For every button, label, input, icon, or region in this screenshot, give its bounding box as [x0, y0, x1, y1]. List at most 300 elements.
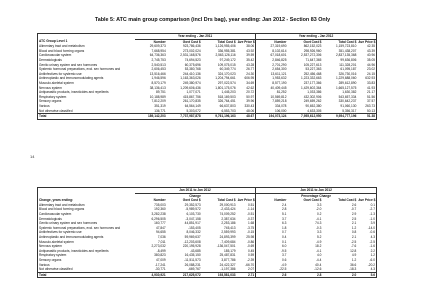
column-header: Number	[153, 198, 166, 203]
column-header: Ave Price $	[237, 198, 255, 203]
table-cell: -4.1	[315, 216, 322, 221]
table-cell: 237,177,366	[303, 80, 322, 85]
table-cell: 2,837,135,368	[335, 53, 357, 58]
table-cell: 2.9	[351, 211, 357, 216]
change-table	[37, 187, 377, 278]
total-cell: 2.8	[287, 272, 322, 278]
table-cell: 2,537,272,306	[301, 53, 322, 58]
table-cell: 3,877,786	[221, 257, 236, 262]
table-cell: 330.43	[244, 103, 255, 108]
table-cell: 324,170,023	[217, 71, 236, 76]
atc-group-label: Respiratory system	[39, 94, 67, 99]
table-cell: 2,654,300	[256, 67, 288, 72]
table-cell: 16,435,150	[184, 253, 201, 258]
table-cell: 263.73	[365, 103, 375, 108]
table-cell: 2,745,753	[151, 57, 166, 62]
atc-group-label: Cardiovascular system	[39, 211, 72, 216]
table-cell: -9.5	[256, 249, 288, 254]
table-cell: 40,409,445	[256, 86, 288, 91]
atc-group-label: Antineoplastic and immunomodulating agents	[39, 76, 104, 81]
table-cell: -1.14	[246, 207, 255, 212]
table-cell: 2.1	[351, 234, 357, 239]
table-cell: 4.3	[370, 234, 375, 239]
table-cell: -4.1	[315, 248, 322, 253]
table-cell: 2.6	[351, 202, 357, 207]
table-cell: -6.0	[369, 257, 375, 262]
table-cell: 24.15	[367, 71, 375, 76]
table-cell: 43.92	[246, 48, 255, 53]
table-cell: 2,701,290	[256, 63, 288, 68]
table-cell: 13,516,466	[149, 71, 166, 76]
table-cell: 74,009,252	[219, 211, 236, 216]
column-header: Ave Price $	[237, 39, 255, 44]
table-cell: 2.4	[256, 203, 288, 208]
table-cell: 59,969,637	[184, 234, 201, 239]
atc-group-label: Sensory organs	[39, 99, 62, 104]
table-cell: 4.3	[370, 267, 375, 272]
table-cell: 26.77	[246, 67, 255, 72]
table-cell: 39.59	[246, 53, 255, 58]
table-cell: 38,136,413	[149, 85, 166, 90]
column-header: Total Cost $	[217, 198, 236, 203]
table-cell: 0.4	[256, 235, 288, 240]
atc-group-label: Dermatologicals	[39, 216, 62, 221]
column-header: ATC Group Level 1	[39, 39, 68, 44]
table-cell: 1.68	[247, 221, 255, 226]
table-cell: -0.15	[246, 230, 255, 235]
table-cell: -1.3	[369, 211, 375, 216]
table-cell: 60,349,774	[219, 67, 236, 72]
table-cell: 351,438,207	[338, 48, 357, 53]
total-cell: 2.0	[322, 272, 357, 278]
atc-group-label: Antiinfectives for systemic use	[39, 230, 82, 235]
table-cell: 44.96	[367, 62, 375, 67]
atc-group-label: Systemic hormonal preparations, excl. sex hormones and	[39, 67, 121, 72]
page-title: Table 5: ATC main group comparison (incl Drs bag), year ending: Jan 2012 - Section 83 Only	[94, 17, 331, 23]
atc-group-label: Nervous system	[39, 85, 62, 90]
table-cell: 2,606,453	[151, 67, 166, 72]
table-cell: 7,011	[157, 239, 166, 244]
table-cell: 53,380,768	[184, 67, 201, 72]
table-cell: 735,003	[154, 202, 166, 207]
table-cell: -8,499	[156, 248, 166, 253]
table-cell: 336,955,381	[217, 48, 236, 53]
table-cell: 34.69	[246, 80, 255, 85]
table-cell: 1,801,175,076	[215, 85, 236, 90]
table-cell: 289,612,890	[338, 80, 357, 85]
table-cell: 1.8	[256, 226, 288, 231]
table-cell: 249,380,974	[182, 80, 201, 85]
table-cell: -1.6	[369, 244, 375, 249]
table-cell: -4.4	[315, 257, 322, 262]
table-cell: 60,375,696	[184, 62, 201, 67]
table-cell: 99,636,806	[340, 57, 357, 62]
atc-group-label: Dermatologicals	[39, 57, 62, 62]
atc-group-label: Genito urinary system and sex hormones	[39, 221, 98, 226]
atc-group-label: Alimentary tract and metabolism	[39, 202, 85, 207]
table-cell: 518,169,503	[217, 94, 236, 99]
total-cell: 194,073,124	[256, 114, 288, 120]
table-cell: -3,047,158	[185, 216, 201, 221]
column-header: Number	[153, 39, 166, 44]
atc-group-label: Cardiovascular system	[39, 53, 72, 58]
table-cell: 35.05	[367, 57, 375, 62]
table-cell: 42.35	[367, 44, 375, 49]
table-cell: -136,047,501	[216, 244, 236, 249]
total-row	[38, 114, 377, 120]
table-cell: 185,179	[224, 248, 236, 253]
table-cell: 136,771	[154, 108, 166, 113]
table-cell: 53,227,363	[305, 67, 322, 72]
table-cell: -0.69	[246, 244, 255, 249]
total-cell: 2.6	[256, 272, 288, 278]
table-cell: 0.51	[247, 202, 255, 207]
column-header: Ave Price $	[358, 198, 376, 203]
table-cell: 1,163,363,026	[180, 76, 201, 81]
atc-group-label: Various	[39, 262, 50, 267]
table-cell: -0.37	[246, 216, 255, 221]
table-cell: 192,360	[154, 207, 166, 212]
atc-group-label: Nervous system	[39, 244, 62, 249]
period-group-header: Jan 2011 to Jan 2012	[256, 188, 377, 194]
column-header: Number	[256, 198, 288, 203]
table-cell: 44,851,917	[184, 221, 201, 226]
table-cell: -43,685	[189, 248, 201, 253]
table-cell: 326,764,451	[217, 99, 236, 104]
column-header: Govt Cost $	[303, 198, 322, 203]
total-cell: 7,737,987,878	[167, 114, 202, 120]
table-cell: 7,812,209	[151, 99, 166, 104]
table-cell: -2.39	[246, 257, 255, 262]
table-cell: 47,847	[155, 225, 166, 230]
table-cell: 39.96	[246, 99, 255, 104]
atc-group-label: Not otherwise classified	[39, 267, 73, 272]
table-cell: 5.2	[316, 234, 322, 239]
table-cell: 41.93	[367, 85, 375, 90]
table-cell: 33.83	[367, 80, 375, 85]
table-cell: 97,249,172	[219, 57, 236, 62]
table-cell: 7,859,218	[256, 99, 288, 104]
atc-group-label: Genito urinary system and sex hormones	[39, 62, 98, 67]
table-cell: -22.5	[256, 267, 288, 272]
table-cell: 0.2	[316, 211, 322, 216]
table-cell: 12.8	[350, 248, 357, 253]
table-cell: -14.0	[367, 225, 375, 230]
atc-group-label: Blood and blood forming organs	[39, 207, 85, 212]
table-cell: -7,409,684	[220, 239, 236, 244]
table-cell: -5,989,572	[185, 207, 201, 212]
period-group-header: Year ending - Jan 2012	[256, 34, 377, 40]
table-cell: 1,630,382	[342, 90, 357, 95]
table-cell: 7,668,954	[151, 48, 166, 53]
table-cell: 0.6	[256, 258, 288, 263]
table-cell: 330,642,237	[338, 99, 357, 104]
table-cell: 0.1	[256, 240, 288, 245]
table-cell: 27,319,690	[256, 44, 288, 49]
table-cell: 4,633,305	[307, 108, 322, 113]
table-cell: -669,767	[188, 267, 201, 272]
column-header: Change, years ending:	[39, 198, 74, 203]
page-number: 14	[30, 154, 35, 159]
period-group-header: Year ending - Jan 2011	[135, 34, 256, 40]
table-cell: 252,456,468	[303, 71, 322, 76]
change-type-header: Change	[189, 193, 201, 198]
table-cell: 1.2	[351, 257, 357, 262]
table-cell: 23.02	[367, 67, 375, 72]
table-cell: 3,282,238	[151, 211, 166, 216]
table-cell: 415,867,756	[182, 94, 201, 99]
table-cell: 21.17	[367, 90, 375, 95]
total-cell: 48.67	[237, 114, 256, 120]
table-cell: 2.1	[351, 221, 357, 226]
table-cell: 42.62	[246, 85, 255, 90]
total-cell: 189,142,203	[135, 114, 167, 120]
table-cell: 432,302,906	[303, 94, 322, 99]
column-header: Total Cost $	[338, 198, 357, 203]
table-cell: 1,953,632	[256, 76, 288, 81]
table-cell: 29,352,573	[184, 202, 201, 207]
table-cell: 67,018,601	[256, 53, 288, 58]
table-cell: -2.0	[315, 207, 322, 212]
table-cell: 29,609,373	[149, 44, 166, 49]
table-cell: 5.1	[256, 212, 288, 217]
table-cell: -20.2	[367, 262, 375, 267]
column-header: Number	[256, 39, 288, 44]
table-cell: 64,564,149	[184, 103, 201, 108]
period-group-header: Jan 2011 to Jan 2012	[135, 188, 256, 194]
total-row	[38, 272, 377, 278]
table-cell: 0.59	[247, 253, 255, 258]
table-cell: -0.6	[369, 230, 375, 235]
table-cell: 8,102,614	[256, 49, 288, 54]
table-cell: 25.98	[246, 234, 255, 239]
table-cell: 48.06	[246, 108, 255, 113]
table-cell: 2,846,825	[256, 58, 288, 63]
table-cell: 2.8	[256, 207, 288, 212]
total-cell: 51.38	[357, 114, 376, 120]
total-label: Total	[38, 272, 135, 278]
table-cell: -2,433,424	[220, 207, 236, 212]
table-cell: 40.96	[367, 53, 375, 58]
table-cell: -11,511,573	[184, 257, 201, 262]
table-cell: 1,665,127,575	[335, 85, 357, 90]
table-cell: 745,413	[224, 225, 236, 230]
table-cell: 297,022,574	[217, 80, 236, 85]
table-cell: 220,195,928	[182, 244, 201, 249]
table-cell: 1,429,602,364	[301, 85, 322, 90]
table-cell: 1,229,688,060	[335, 76, 357, 81]
table-cell: 8,577,190	[256, 81, 288, 86]
total-cell: 9,761,196,163	[202, 114, 237, 120]
table-cell: 81,252	[256, 90, 288, 95]
table-cell: 3.9	[370, 221, 375, 226]
atc-group-label: Antiparasitic products, insecticides and repellents	[39, 248, 109, 253]
table-cell: 1,159,723,810	[335, 44, 357, 49]
table-cell: -2.5	[350, 239, 357, 244]
table-cell: 7,036	[157, 234, 166, 239]
table-cell: 20.72	[246, 90, 255, 95]
table-cell: 2.2	[370, 248, 375, 253]
table-cell: 1.2	[370, 253, 375, 258]
table-cell: 2,531,168,576	[180, 53, 201, 58]
table-cell: 74,694,523	[184, 57, 201, 62]
table-cell: 261,170,835	[182, 99, 201, 104]
total-cell: 193,581,033	[202, 272, 237, 278]
table-cell: 334,078	[256, 104, 288, 109]
table-cell: 3.7	[256, 217, 288, 222]
table-cell: 2,387,634	[221, 216, 236, 221]
table-cell: 249,659,262	[303, 99, 322, 104]
table-cell: 0.45	[247, 248, 255, 253]
table-cell: 5,303,072	[186, 108, 201, 113]
table-cell: 1,223,332,663	[301, 76, 322, 81]
table-cell: -0.51	[246, 211, 255, 216]
table-cell: 2,540,513	[151, 62, 166, 67]
table-cell: 6,103,730	[186, 211, 201, 216]
table-cell: 1.2	[351, 225, 357, 230]
table-cell: -0.7	[350, 207, 357, 212]
table-cell: 6,296,505	[151, 216, 166, 221]
atc-group-label: Respiratory system	[39, 253, 67, 258]
table-cell: 29,000,913	[219, 202, 236, 207]
table-cell: 51.56	[367, 94, 375, 99]
table-cell: 13,611,121	[256, 72, 288, 77]
table-cell: 273,002,024	[182, 48, 201, 53]
table-cell: 40.4	[315, 262, 322, 267]
table-cell: 2.07	[247, 267, 255, 272]
table-cell: 351,319	[154, 103, 166, 108]
column-header: Govt Cost $	[182, 198, 201, 203]
table-cell: -0.3	[315, 225, 322, 230]
table-cell: 37.57	[367, 99, 375, 104]
table-cell: 8,046,332	[186, 230, 201, 235]
table-cell: 89,751	[155, 90, 166, 95]
table-cell: 10,569,812	[256, 95, 288, 100]
table-cell: 2,253,186	[221, 221, 236, 226]
atc-group-label: Musculo-skeletal system	[39, 80, 74, 85]
atc-group-label: Antineoplastic and immunomodulating agents	[39, 234, 104, 239]
table-cell: -12,203,608	[183, 239, 201, 244]
table-cell: -2.5	[369, 239, 375, 244]
table-cell: -7.6	[350, 244, 357, 249]
table-cell: 8,570,179	[151, 80, 166, 85]
table-cell: 4.0	[316, 253, 322, 258]
column-header: Total Cost $	[338, 39, 357, 44]
table-cell: 90,652,380	[305, 103, 322, 108]
table-cell: 1,946,596	[151, 76, 166, 81]
comparison-table	[37, 33, 377, 120]
table-cell: 5,356,317	[342, 108, 357, 113]
table-cell: 50.97	[246, 94, 255, 99]
table-cell: -1.0	[369, 216, 375, 221]
table-cell: 298,926,960	[303, 48, 322, 53]
table-cell: 109,075,015	[217, 62, 236, 67]
atc-group-label: Not otherwise classified	[39, 108, 73, 113]
column-header: Ave Price $	[358, 39, 376, 44]
table-cell: 0.8	[351, 230, 357, 235]
table-cell: -1,197,386	[220, 267, 236, 272]
table-cell: -12.6	[314, 267, 322, 272]
table-cell: 862,152,023	[303, 44, 322, 49]
table-cell: 50.13	[367, 108, 375, 113]
table-cell: -2.7	[369, 207, 375, 212]
table-cell: -4.9	[315, 239, 322, 244]
table-cell: 105,227,613	[303, 62, 322, 67]
atc-group-label: Antiparasitic products, insecticides and repellents	[39, 90, 109, 95]
total-cell: 7,955,612,950	[287, 114, 322, 120]
table-cell: 1,209,606,436	[180, 85, 201, 90]
table-cell: 1,126,955,406	[215, 44, 236, 49]
table-cell: 244,410,136	[182, 71, 201, 76]
table-cell: 26,088,231	[184, 262, 201, 267]
table-cell: 380,823	[154, 253, 166, 258]
table-cell: 94,655	[155, 230, 166, 235]
table-cell: -17,241	[154, 262, 166, 267]
table-cell: 111,328,201	[339, 62, 357, 67]
total-cell: 4,930,921	[135, 272, 167, 278]
table-cell: -18.3	[349, 267, 357, 272]
total-cell: 2.71	[237, 272, 256, 278]
table-cell: -153,405	[188, 225, 201, 230]
total-cell: 9,954,777,196	[322, 114, 357, 120]
table-cell: 1,033,386	[307, 90, 322, 95]
table-cell: 606.95	[244, 76, 255, 81]
table-cell: 2,273,032	[151, 244, 166, 249]
atc-group-label: Sensory organs	[39, 257, 62, 262]
table-cell: 2,559,993	[221, 230, 236, 235]
table-cell: 74.3	[315, 221, 322, 226]
table-cell: -0.86	[246, 239, 255, 244]
table-cell: 160,777	[154, 221, 166, 226]
table-cell: 24,422,327	[219, 262, 236, 267]
table-cell: 1,077,071	[186, 90, 201, 95]
table-cell: 0.7	[256, 230, 288, 235]
table-cell: 43.28	[246, 62, 255, 67]
table-cell: -3.75	[246, 225, 255, 230]
column-header: Govt Cost $	[303, 39, 322, 44]
atc-group-label: Systemic hormonal preparations, excl. sex hormones and	[39, 225, 121, 230]
atc-group-label: Antiinfectives for systemic use	[39, 71, 82, 76]
table-cell: 1,204,794,661	[215, 76, 236, 81]
table-cell: 106,000	[256, 109, 288, 114]
table-cell: 4.9	[351, 253, 357, 258]
table-cell: -4.9	[256, 263, 288, 268]
column-header: Govt Cost $	[182, 39, 201, 44]
change-type-header: Percentage Change	[256, 193, 377, 198]
total-label: Total	[38, 114, 135, 120]
table-cell: -66.70	[245, 262, 255, 267]
table-cell: 6.0	[256, 244, 288, 249]
table-cell: 43.39	[367, 48, 375, 53]
table-cell: 6,553,703	[221, 108, 236, 113]
table-cell: 24,893,399	[219, 234, 236, 239]
table-cell: 18.2	[315, 244, 322, 249]
table-cell: 24.30	[246, 71, 255, 76]
table-cell: 2,563,126,116	[215, 53, 236, 58]
table-cell: 66,637,803	[219, 103, 236, 108]
table-cell: 36.6	[350, 262, 357, 267]
table-cell: 64,736,363	[149, 53, 166, 58]
table-cell: 3.3	[316, 230, 322, 235]
table-cell: 47,009	[155, 257, 166, 262]
table-cell: 632.93	[365, 76, 375, 81]
atc-group-label: Blood and blood forming organs	[39, 48, 85, 53]
atc-group-label: Alimentary tract and metabolism	[39, 44, 85, 49]
table-cell: 38.06	[246, 44, 255, 49]
table-cell: 6.3	[256, 221, 288, 226]
table-cell: 543,657,334	[338, 94, 357, 99]
column-header: Total Cost $	[217, 39, 236, 44]
